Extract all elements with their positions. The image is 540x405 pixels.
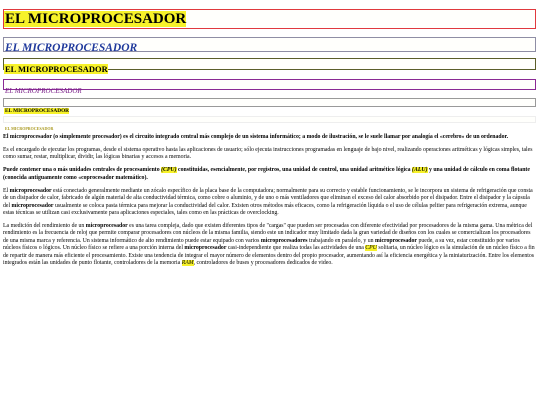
ram-highlight: RAM (181, 260, 194, 267)
p4-term-2: microprocesador (11, 202, 54, 209)
p5-cpu-highlight: CPU (365, 245, 377, 252)
p3-text-a: Puede contener una o más unidades centrales de procesamiento (3, 167, 162, 174)
p4-text-a: El (3, 187, 10, 194)
alu-highlight: (ALU) (412, 167, 428, 174)
p4-text-b: está conectado generalmente mediante un zócalo específico de la placa base de la computadora; normalmente para su correcto y estable funcionamiento, se le incorpora un sistema de refrigeración que consta de un disipador de calor, fabricado de algún material de alta conductividad térmica, como cobre o aluminio, y de uno o más ventiladores que eliminan el exceso del calor absorbido por el disipador. Entre el disipador y la cápsula del (3, 187, 533, 209)
heading-h5 (3, 98, 536, 114)
heading-h2-text: EL MICROPROCESADOR (5, 42, 138, 54)
heading-h5-text: EL MICROPROCESADOR (5, 108, 70, 114)
p4-text-c: usualmente se coloca pasta térmica para mejorar la conductividad del calor. Existen otros métodos más eficaces, como la refrigeración líquida o el uso de células peltier para refrigeración extrema, aunque estas técnicas se utilizan casi exclusivamente para aplicaciones especiales, tales como en las prácticas de overclocking. (3, 202, 527, 217)
paragraph-units (3, 167, 535, 182)
heading-h4 (3, 79, 536, 95)
p3-text-c: y una unidad de cálculo en coma flotante (conocida antiguamente como «coprocesador matemático). (3, 167, 530, 181)
p5-text-d: puede, a su vez, estar constituido por varios núcleos físicos o lógicos. Un núcleo físico se refiere a una porción interna del (3, 237, 520, 252)
paragraph-cooling (3, 188, 535, 218)
p5-text-b: es una tarea compleja, dado que existen diferentes tipos de "cargas" que pueden ser procesadas con diferente efectividad por procesadores de la misma gama. Una métrica del rendimiento es la frecuencia de reloj que permite comparar procesadores con núcleos de la misma familia, siendo este un indicador muy limitado dada la gran variedad de diseños con los cuales se comercializan los procesadores de una misma marca y referencia. Un sistema informático de alto rendimiento puede estar equipado con varios (3, 223, 533, 244)
paragraph-intro: El microprocesador (o simplemente procesador) es el circuito integrado central más complejo de un sistema informático; a modo de ilustración, se le suele llamar por analogía el «cerebro» de un ordenador. (3, 134, 509, 140)
p5-term-3: microprocesador (375, 237, 417, 244)
cpu-highlight: (CPU) (161, 167, 177, 174)
heading-h3-text: EL MICROPROCESADOR (5, 64, 108, 74)
heading-h3 (3, 58, 536, 74)
heading-h6 (3, 116, 536, 131)
heading-h6-text: EL MICROPROCESADOR (5, 126, 54, 131)
p5-text-c: trabajando en paralelo, y un (307, 237, 376, 244)
p3-text-b: constituidas, esencialmente, por registros, una unidad de control, una unidad aritmético lógica (176, 167, 413, 174)
heading-h1 (3, 9, 536, 29)
p5-text-g: , controladores de buses y procesadores dedicados de video. (193, 260, 333, 267)
heading-h1-text: EL MICROPROCESADOR (5, 11, 187, 27)
article-body (3, 134, 535, 273)
paragraph-performance (3, 223, 535, 267)
p5-term-1: microprocesador (85, 223, 128, 230)
heading-h4-text: EL MICROPROCESADOR (5, 87, 82, 95)
p5-text-f: solitaria, un núcleo lógico es la simulación de un núcleo físico a fin de repartir de manera más eficiente el procesamiento. Existe una tendencia de integrar el mayor número de elementos dentro del propio procesador, aumentando así la eficiencia energética y la miniaturización. Entre los elementos integrados están las unidades de punto flotante, controladores de la memoria (3, 245, 535, 267)
p5-text-e: casi-independiente que realiza todas las actividades de una (226, 245, 366, 252)
p5-text-a: La medición del rendimiento de un (3, 223, 86, 230)
p4-term-1: microprocesador (9, 187, 52, 194)
p5-term-2: microprocesadores (260, 237, 308, 244)
p5-term-4: microprocesador (184, 245, 227, 252)
heading-h2 (3, 37, 536, 52)
paragraph-function: Es el encargado de ejecutar los programas, desde el sistema operativo hasta las aplicaciones de usuario; sólo ejecuta instrucciones programadas en lenguaje de bajo nivel, realizando operaciones aritméticas y lógicas simples, tales como sumar, restar, multiplicar, dividir, las lógicas binarias y accesos a memoria. (3, 147, 533, 161)
